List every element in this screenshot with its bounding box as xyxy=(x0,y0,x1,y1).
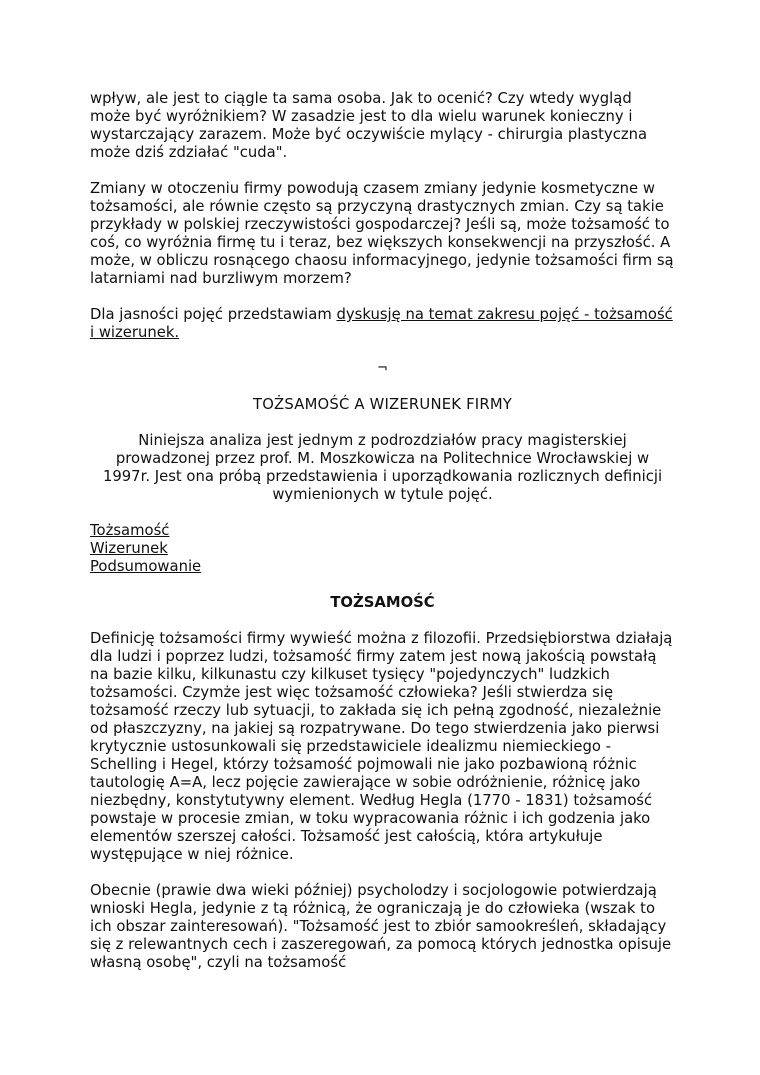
discussion-link[interactable]: dyskusję na temat zakresu pojęć - tożsamość i wizerunek. xyxy=(90,306,673,341)
toc-link-podsumowanie[interactable]: Podsumowanie xyxy=(90,558,202,575)
section-heading: TOŻSAMOŚĆ xyxy=(330,594,435,611)
document-page xyxy=(90,90,675,990)
toc-link-tozsamosc[interactable]: Tożsamość xyxy=(90,522,170,539)
article-intro: Niniejsza analiza jest jednym z podrozdziałów pracy magisterskiej prowadzonej przez prof. M. Moszkowicza na Politechnice Wrocławskiej w 1997r. Jest ona próbą przedstawienia i uporządkowania rozlicznych definicji wymienionych w tytule pojęć. xyxy=(102,432,663,503)
discussion-prefix: Dla jasności pojęć przedstawiam xyxy=(90,306,337,323)
paragraph-discussion xyxy=(90,306,675,342)
table-of-contents xyxy=(90,522,675,576)
divider-mark: ¬ xyxy=(377,361,388,376)
paragraph-environment-changes: Zmiany w otoczeniu firmy powodują czasem zmiany jedynie kosmetyczne w tożsamości, ale równie często są przyczyną drastycznych zmian. Czy są takie przykłady w polskiej rzeczywistości gospodarczej? Jeśli są, może tożsamość to coś, co wyróżnia firmę tu i teraz, bez większych konsekwencji na przyszłość. A może, w obliczu rosnącego chaosu informacyjnego, jedynie tożsamości firm są latarniami nad burzliwym morzem? xyxy=(90,180,674,287)
toc-link-wizerunek[interactable]: Wizerunek xyxy=(90,540,168,557)
article-title: TOŻSAMOŚĆ A WIZERUNEK FIRMY xyxy=(252,396,513,413)
section-paragraph-psychology: Obecnie (prawie dwa wieki później) psycholodzy i socjologowie potwierdzają wnioski Hegla, jedynie z tą różnicą, że ograniczają je do człowieka (wszak to ich obszar zainteresowań). "Tożsamość jest to zbiór samookreśleń, składający się z relewantnych cech i zaszeregowań, za pomocą których jednostka opisuje własną osobę", czyli na tożsamość xyxy=(90,882,672,971)
section-paragraph-philosophy: Definicję tożsamości firmy wywieść można z filozofii. Przedsiębiorstwa działają dla ludzi i poprzez ludzi, tożsamość firmy zatem jest nową jakością powstałą na bazie kilku, kilkunastu czy kilkuset tysięcy "pojedynczych" ludzkich tożsamości. Czymże jest więc tożsamość człowieka? Jeśli stwierdza się tożsamość rzeczy lub sytuacji, to zakłada się ich pełną zgodność, niezależnie od płaszczyzny, na jakiej są rozpatrywane. Do tego stwierdzenia jako pierwsi krytycznie ustosunkowali się przedstawiciele idealizmu niemieckiego - Schelling i Hegel, którzy tożsamość pojmowali nie jako pozbawioną różnic tautologię A=A, lecz pojęcie zawierające w sobie odróżnienie, różnicę jako niezbędny, konstytutywny element. Według Hegla (1770 - 1831) tożsamość powstaje w procesie zmian, w toku wypracowania różnic i ich godzenia jako elementów szerszej całości. Tożsamość jest całością, która artykułuje występujące w niej różnice. xyxy=(90,630,673,863)
paragraph-appearance: wpływ, ale jest to ciągle ta sama osoba. Jak to ocenić? Czy wtedy wygląd może być wyróżnikiem? W zasadzie jest to dla wielu warunek konieczny i wystarczający zarazem. Może być oczywiście mylący - chirurgia plastyczna może dziś zdziałać "cuda". xyxy=(90,90,648,161)
